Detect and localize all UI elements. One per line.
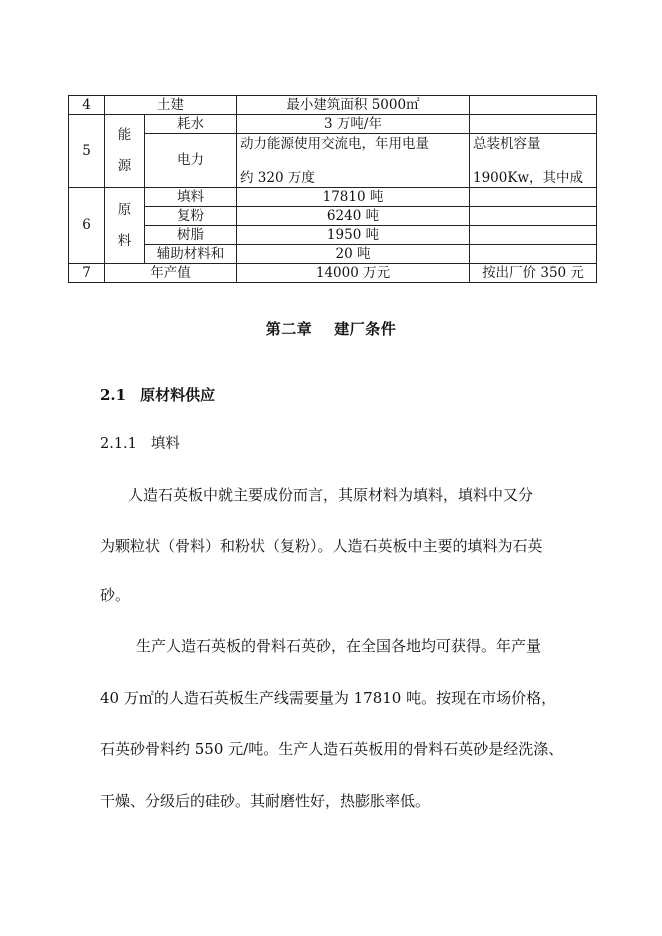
section-number: 2.1 xyxy=(100,386,127,404)
content-cell: 3 万吨/年 xyxy=(237,115,470,134)
group-char: 能 xyxy=(117,127,132,143)
table-row xyxy=(69,264,597,283)
note-cell: 按出厂价 350 元 xyxy=(470,264,597,283)
note-line: 1900Kw，其中成 xyxy=(473,170,583,186)
subsection-heading xyxy=(100,432,180,453)
content-cell: 1950 吨 xyxy=(237,226,470,245)
table-row xyxy=(69,188,597,207)
paragraph-line: 40 万㎡的人造石英板生产线需要量为 17810 吨。按现在市场价格， xyxy=(100,689,557,707)
item-cell: 辅助材料和 xyxy=(145,245,237,264)
row-number: 7 xyxy=(69,264,105,283)
paragraph-line: 砂。 xyxy=(100,586,131,604)
content-cell: 14000 万元 xyxy=(237,264,470,283)
note-cell xyxy=(470,245,597,264)
row-number: 5 xyxy=(69,115,105,188)
content-cell: 最小建筑面积 5000㎡ xyxy=(237,96,470,115)
item-cell: 电力 xyxy=(145,134,237,188)
subsection-number: 2.1.1 xyxy=(100,436,137,452)
item-cell: 填料 xyxy=(145,188,237,207)
item-cell: 树脂 xyxy=(145,226,237,245)
content-cell: 20 吨 xyxy=(237,245,470,264)
subsection-title: 填料 xyxy=(150,436,180,452)
section-title: 原材料供应 xyxy=(140,386,216,404)
group-char: 源 xyxy=(117,158,132,174)
spec-table xyxy=(68,95,597,283)
chapter-number: 第二章 xyxy=(265,320,313,338)
section-heading xyxy=(100,384,215,405)
item-cell: 年产值 xyxy=(105,264,237,283)
paragraph-line: 石英砂骨料约 550 元/吨。生产人造石英板用的骨料石英砂是经洗涤、 xyxy=(100,740,564,758)
paragraph-line: 生产人造石英板的骨料石英砂，在全国各地均可获得。年产量 xyxy=(136,637,542,655)
note-line: 总装机容量 xyxy=(473,136,541,152)
content-line: 动力能源使用交流电，年用电量 xyxy=(240,136,429,152)
note-cell xyxy=(470,96,597,115)
content-cell: 6240 吨 xyxy=(237,207,470,226)
table-row xyxy=(69,96,597,115)
table-row xyxy=(69,115,597,134)
paragraph-line: 为颗粒状（骨料）和粉状（复粉）。人造石英板中主要的填料为石英 xyxy=(100,537,543,555)
item-cell: 土建 xyxy=(105,96,237,115)
item-cell: 复粉 xyxy=(145,207,237,226)
note-cell xyxy=(470,115,597,134)
content-cell: 17810 吨 xyxy=(237,188,470,207)
paragraph-line: 干燥、分级后的硅砂。其耐磨性好，热膨胀率低。 xyxy=(100,792,431,810)
table-row xyxy=(69,134,597,188)
row-number: 4 xyxy=(69,96,105,115)
paragraph-line: 人造石英板中就主要成份而言，其原材料为填料，填料中又分 xyxy=(128,486,534,504)
table-row xyxy=(69,207,597,226)
content-line: 约 320 万度 xyxy=(240,170,315,186)
group-label xyxy=(105,115,145,188)
table-row xyxy=(69,226,597,245)
note-cell xyxy=(470,226,597,245)
group-label xyxy=(105,188,145,264)
table-row xyxy=(69,245,597,264)
row-number: 6 xyxy=(69,188,105,264)
note-cell xyxy=(470,188,597,207)
group-char: 原 xyxy=(117,201,132,218)
note-cell xyxy=(470,207,597,226)
chapter-title: 建厂条件 xyxy=(334,320,397,338)
group-char: 料 xyxy=(117,232,132,249)
item-cell: 耗水 xyxy=(145,115,237,134)
note-cell xyxy=(470,134,597,188)
content-cell xyxy=(237,134,470,188)
chapter-heading xyxy=(0,318,662,339)
